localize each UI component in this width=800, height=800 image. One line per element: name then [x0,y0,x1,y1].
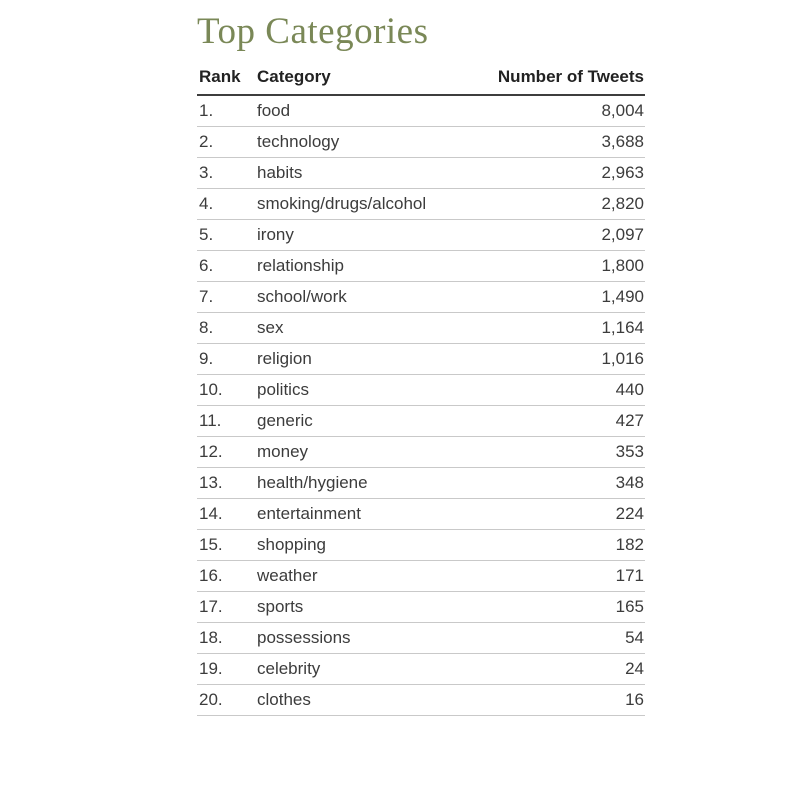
table-header-row [197,67,645,95]
category-cell: possessions [255,622,495,653]
category-cell: school/work [255,281,495,312]
rank-cell: 19. [197,653,255,684]
category-cell: celebrity [255,653,495,684]
rank-cell: 10. [197,374,255,405]
tweets-cell: 348 [495,467,645,498]
category-cell: technology [255,126,495,157]
top-categories-table [197,67,645,716]
rank-cell: 13. [197,467,255,498]
tweets-cell: 16 [495,684,645,715]
category-cell: money [255,436,495,467]
tweets-cell: 8,004 [495,95,645,126]
rank-cell: 18. [197,622,255,653]
table-row [197,405,645,436]
rank-cell: 1. [197,95,255,126]
rank-cell: 7. [197,281,255,312]
rank-cell: 15. [197,529,255,560]
category-cell: irony [255,219,495,250]
column-header-category: Category [255,67,495,95]
table-header [197,67,645,95]
rank-cell: 8. [197,312,255,343]
tweets-cell: 427 [495,405,645,436]
category-cell: sex [255,312,495,343]
tweets-cell: 353 [495,436,645,467]
table-row [197,281,645,312]
rank-cell: 3. [197,157,255,188]
tweets-cell: 224 [495,498,645,529]
category-cell: generic [255,405,495,436]
rank-cell: 20. [197,684,255,715]
tweets-cell: 440 [495,374,645,405]
category-cell: politics [255,374,495,405]
table-row [197,343,645,374]
table-row [197,498,645,529]
category-cell: shopping [255,529,495,560]
tweets-cell: 1,800 [495,250,645,281]
category-cell: religion [255,343,495,374]
table-body [197,95,645,715]
column-header-tweets: Number of Tweets [495,67,645,95]
table-row [197,684,645,715]
table-row [197,436,645,467]
category-cell: habits [255,157,495,188]
table-row [197,312,645,343]
category-cell: entertainment [255,498,495,529]
table-row [197,188,645,219]
tweets-cell: 2,097 [495,219,645,250]
category-cell: health/hygiene [255,467,495,498]
table-row [197,560,645,591]
table-row [197,126,645,157]
tweets-cell: 54 [495,622,645,653]
tweets-cell: 3,688 [495,126,645,157]
rank-cell: 9. [197,343,255,374]
rank-cell: 17. [197,591,255,622]
category-cell: food [255,95,495,126]
rank-cell: 4. [197,188,255,219]
table-row [197,219,645,250]
category-cell: relationship [255,250,495,281]
category-cell: sports [255,591,495,622]
table-row [197,653,645,684]
tweets-cell: 182 [495,529,645,560]
page-title: Top Categories [197,11,429,52]
category-cell: smoking/drugs/alcohol [255,188,495,219]
tweets-cell: 2,820 [495,188,645,219]
tweets-cell: 2,963 [495,157,645,188]
rank-cell: 2. [197,126,255,157]
column-header-rank: Rank [197,67,255,95]
rank-cell: 14. [197,498,255,529]
table-row [197,529,645,560]
tweets-cell: 1,016 [495,343,645,374]
rank-cell: 5. [197,219,255,250]
category-cell: clothes [255,684,495,715]
tweets-cell: 171 [495,560,645,591]
table-row [197,95,645,126]
category-cell: weather [255,560,495,591]
table-row [197,467,645,498]
table-row [197,622,645,653]
slide-content [197,10,645,716]
tweets-cell: 1,164 [495,312,645,343]
table-row [197,250,645,281]
tweets-cell: 24 [495,653,645,684]
rank-cell: 12. [197,436,255,467]
tweets-cell: 1,490 [495,281,645,312]
rank-cell: 16. [197,560,255,591]
rank-cell: 6. [197,250,255,281]
table-row [197,157,645,188]
tweets-cell: 165 [495,591,645,622]
table-row [197,591,645,622]
table-row [197,374,645,405]
rank-cell: 11. [197,405,255,436]
